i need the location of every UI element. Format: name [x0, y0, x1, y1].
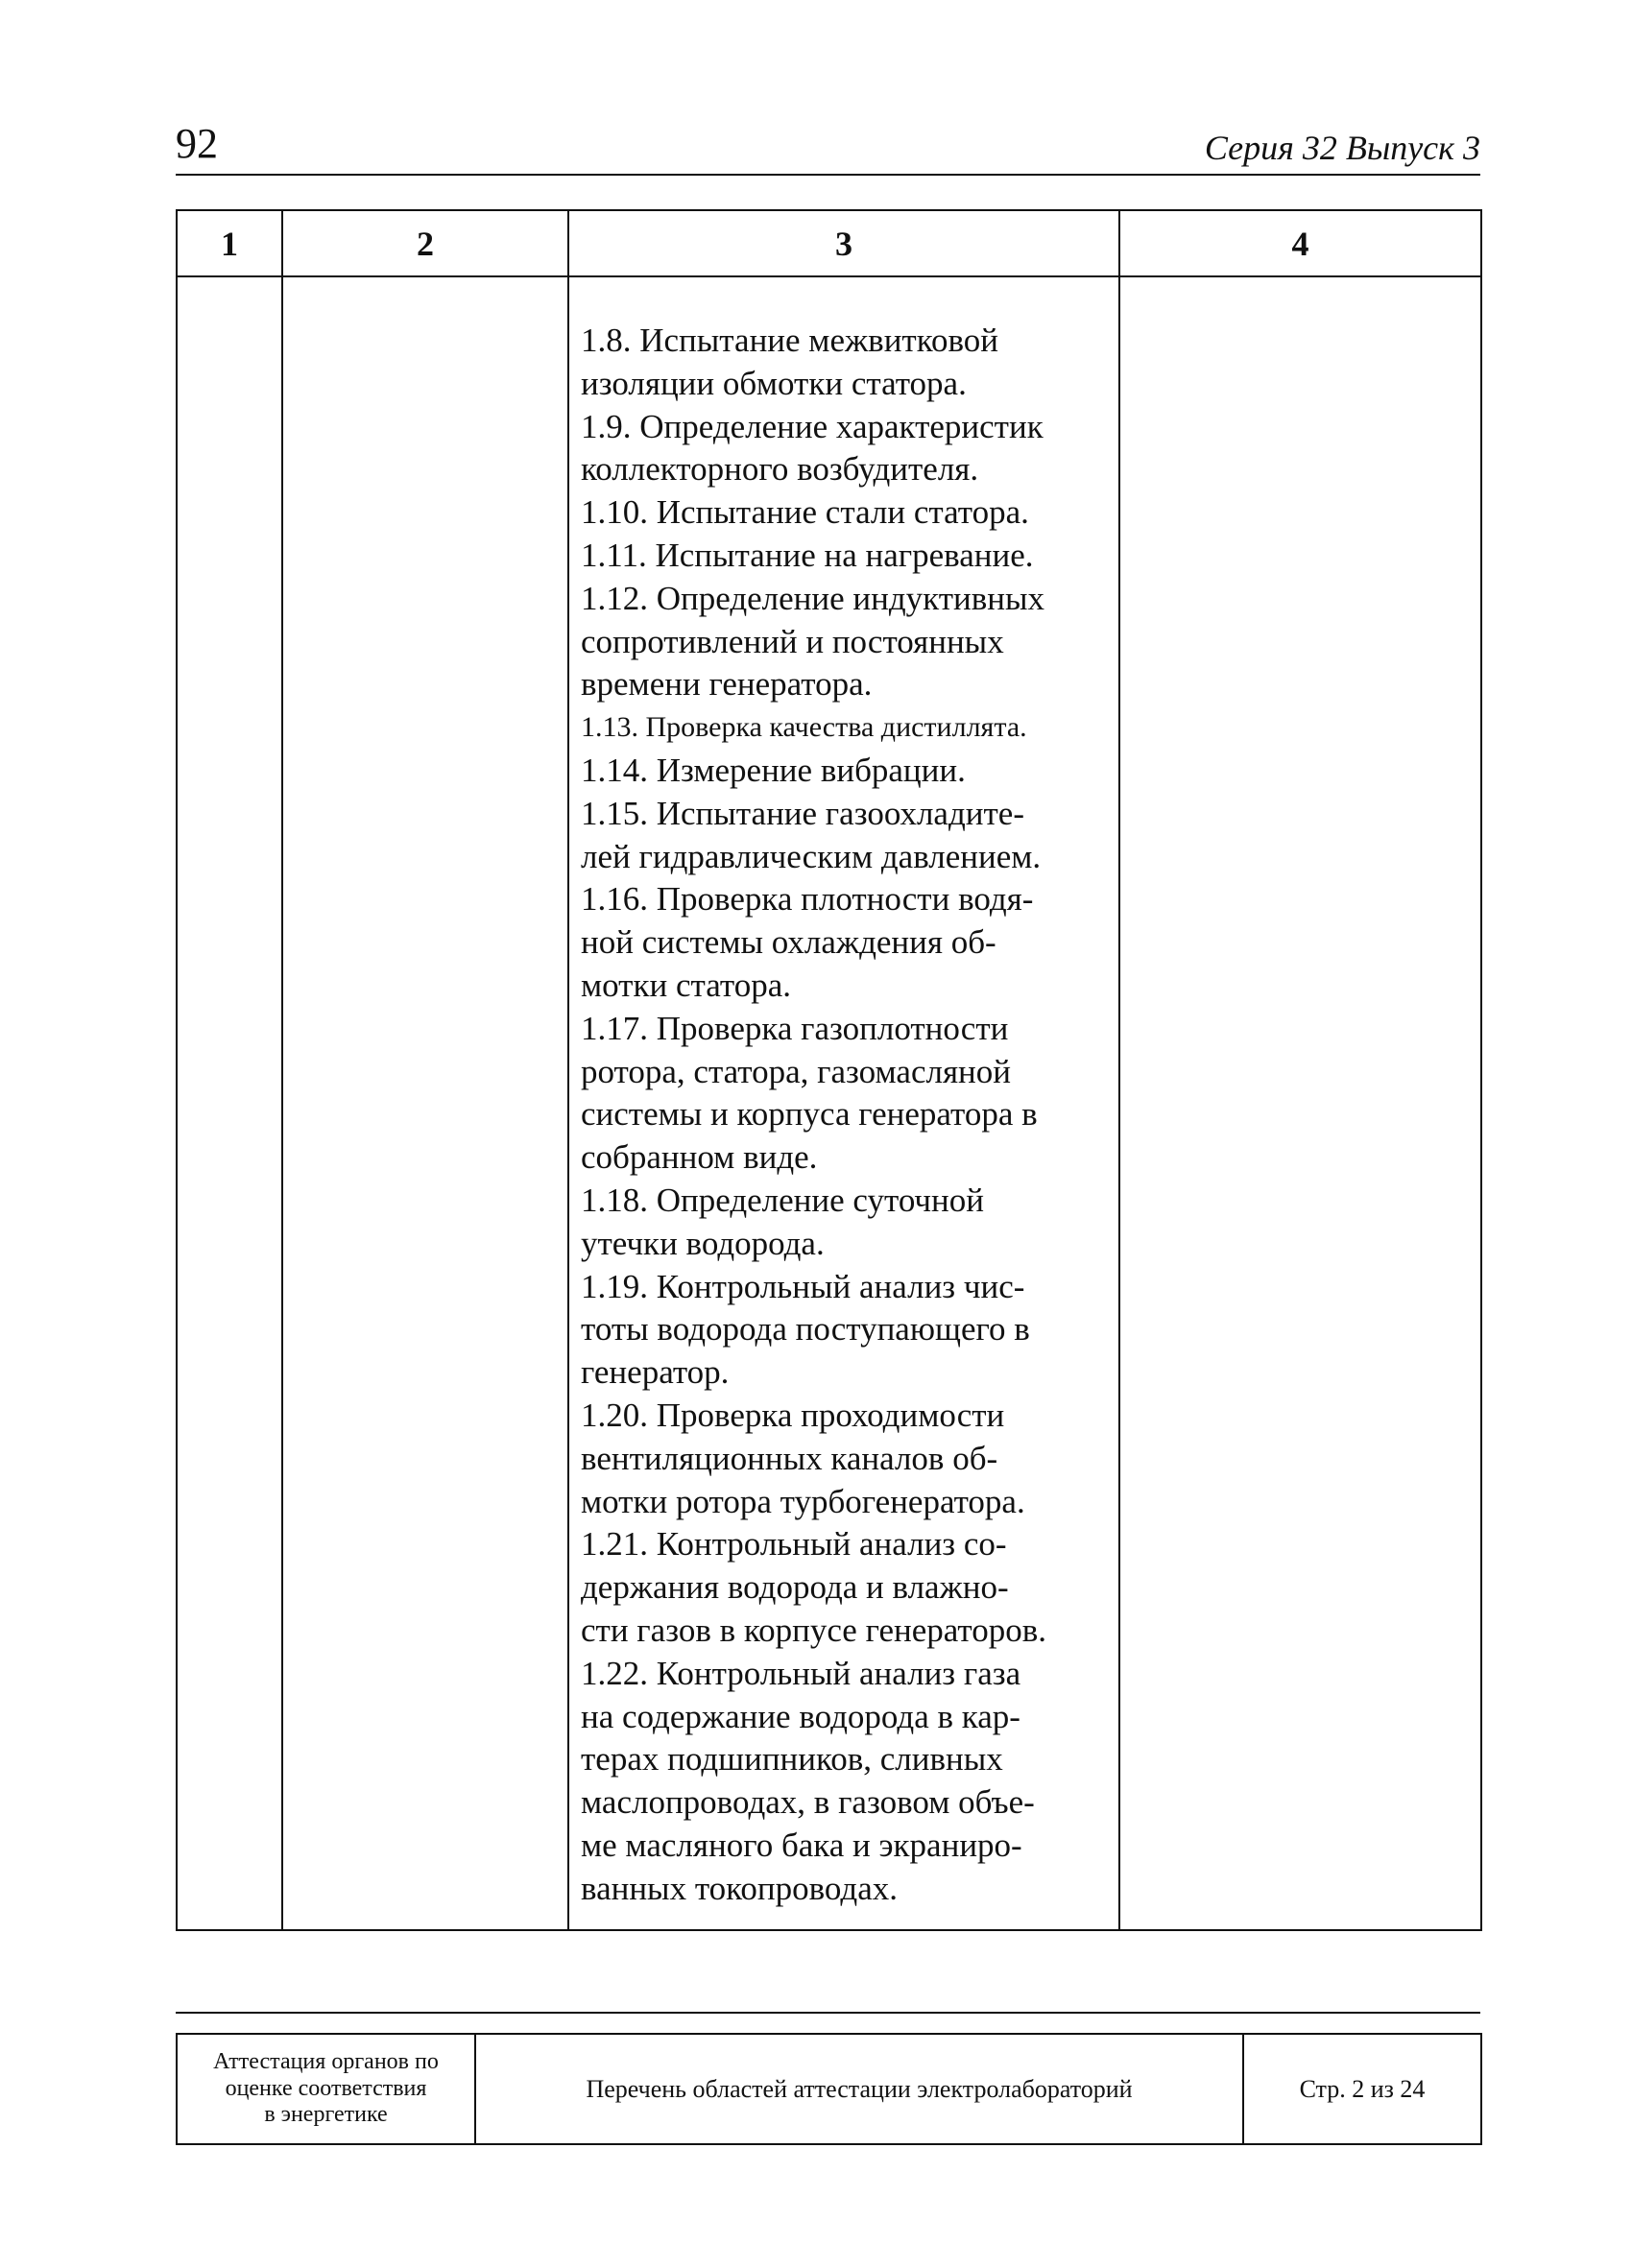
list-item-line: держания водорода и влажно- — [581, 1568, 1009, 1607]
list-item-line: времени генератора. — [581, 665, 873, 704]
list-item-line: 1.13. Проверка качества дистиллята. — [581, 711, 1027, 744]
list-item-line: 1.10. Испытание стали статора. — [581, 493, 1029, 532]
cell-col-3 — [568, 276, 1119, 1930]
column-header-1: 1 — [177, 210, 282, 276]
list-item-line: 1.21. Контрольный анализ со- — [581, 1525, 1007, 1564]
list-item-line: тоты водорода поступающего в — [581, 1310, 1030, 1349]
list-item — [581, 1395, 1109, 1523]
column-header-3: 3 — [568, 210, 1119, 276]
list-item-line: мотки ротора турбогенератора. — [581, 1482, 1025, 1520]
list-item-line: маслопроводах, в газовом объе- — [581, 1783, 1035, 1822]
list-item-line: ной системы охлаждения об- — [581, 923, 996, 962]
list-item — [581, 1523, 1109, 1652]
list-item-line: терах подшипников, сливных — [581, 1740, 1003, 1779]
footer-page-info: Стр. 2 из 24 — [1243, 2034, 1481, 2144]
list-item-line: 1.14. Измерение вибрации. — [581, 751, 966, 789]
list-item-line: мотки статора. — [581, 966, 791, 1004]
footer-org-line: в энергетике — [264, 2102, 388, 2128]
list-item-line: сопротивлений и постоянных — [581, 622, 1004, 660]
cell-col-1 — [177, 276, 282, 1930]
cell-col-2 — [282, 276, 568, 1930]
list-item-line: 1.16. Проверка плотности водя- — [581, 880, 1034, 919]
list-item-line: коллекторного возбудителя. — [581, 450, 979, 489]
column-header-2: 2 — [282, 210, 568, 276]
header-rule — [176, 174, 1480, 176]
table-header-row — [177, 210, 1481, 276]
list-item-line: системы и корпуса генератора в — [581, 1095, 1038, 1134]
list-item-line: на содержание водорода в кар- — [581, 1697, 1020, 1735]
list-item — [581, 750, 1109, 793]
list-item-line: 1.19. Контрольный анализ чис- — [581, 1267, 1025, 1305]
list-item-line: ме масляного бака и экраниро- — [581, 1826, 1022, 1864]
list-item — [581, 578, 1109, 706]
page-number: 92 — [176, 120, 218, 167]
footer-document-title: Перечень областей аттестации электролабораторий — [475, 2034, 1243, 2144]
list-item — [581, 1008, 1109, 1180]
list-item-line: вентиляционных каналов об- — [581, 1439, 998, 1477]
list-item-line: лей гидравлическим давлением. — [581, 837, 1042, 875]
series-title: Серия 32 Выпуск 3 — [1204, 129, 1480, 167]
list-item-line: 1.20. Проверка проходимости — [581, 1396, 1005, 1434]
list-item-line: 1.18. Определение суточной — [581, 1181, 984, 1219]
list-item-line: 1.11. Испытание на нагревание. — [581, 536, 1034, 574]
list-item — [581, 491, 1109, 535]
list-item-line: 1.22. Контрольный анализ газа — [581, 1654, 1021, 1692]
list-item-line: 1.17. Проверка газоплотности — [581, 1009, 1009, 1047]
list-item-line: 1.8. Испытание межвитковой — [581, 322, 998, 359]
list-item-line: ротора, статора, газомасляной — [581, 1052, 1012, 1090]
footer-rule — [176, 2012, 1480, 2014]
list-item — [581, 706, 1109, 750]
list-item-line: утечки водорода. — [581, 1224, 825, 1262]
list-item — [581, 1653, 1109, 1911]
list-item — [581, 406, 1109, 492]
list-item-line: ванных токопроводах. — [581, 1869, 898, 1907]
list-item — [581, 793, 1109, 879]
list-item — [581, 535, 1109, 578]
list-item-line: генератор. — [581, 1353, 730, 1392]
footer-table — [176, 2033, 1482, 2145]
list-item-line: сти газов в корпусе генераторов. — [581, 1611, 1047, 1649]
cell-col-4 — [1119, 276, 1481, 1930]
footer-org-line: оценке соответствия — [225, 2075, 427, 2101]
list-item-line: изоляции обмотки статора. — [581, 364, 967, 402]
list-item — [581, 1180, 1109, 1266]
list-item-line: 1.15. Испытание газоохладите- — [581, 794, 1024, 832]
main-table — [176, 209, 1482, 1931]
column-header-4: 4 — [1119, 210, 1481, 276]
table-row — [177, 276, 1481, 1930]
footer-org-line: Аттестация органов по — [213, 2049, 439, 2075]
list-item-line: 1.12. Определение индуктивных — [581, 579, 1045, 617]
test-items-list — [569, 277, 1118, 1929]
footer-organization — [177, 2034, 475, 2144]
list-item — [581, 1266, 1109, 1395]
list-item — [581, 320, 1109, 406]
list-item-line: собранном виде. — [581, 1138, 818, 1177]
list-item — [581, 878, 1109, 1007]
list-item-line: 1.9. Определение характеристик — [581, 407, 1044, 445]
